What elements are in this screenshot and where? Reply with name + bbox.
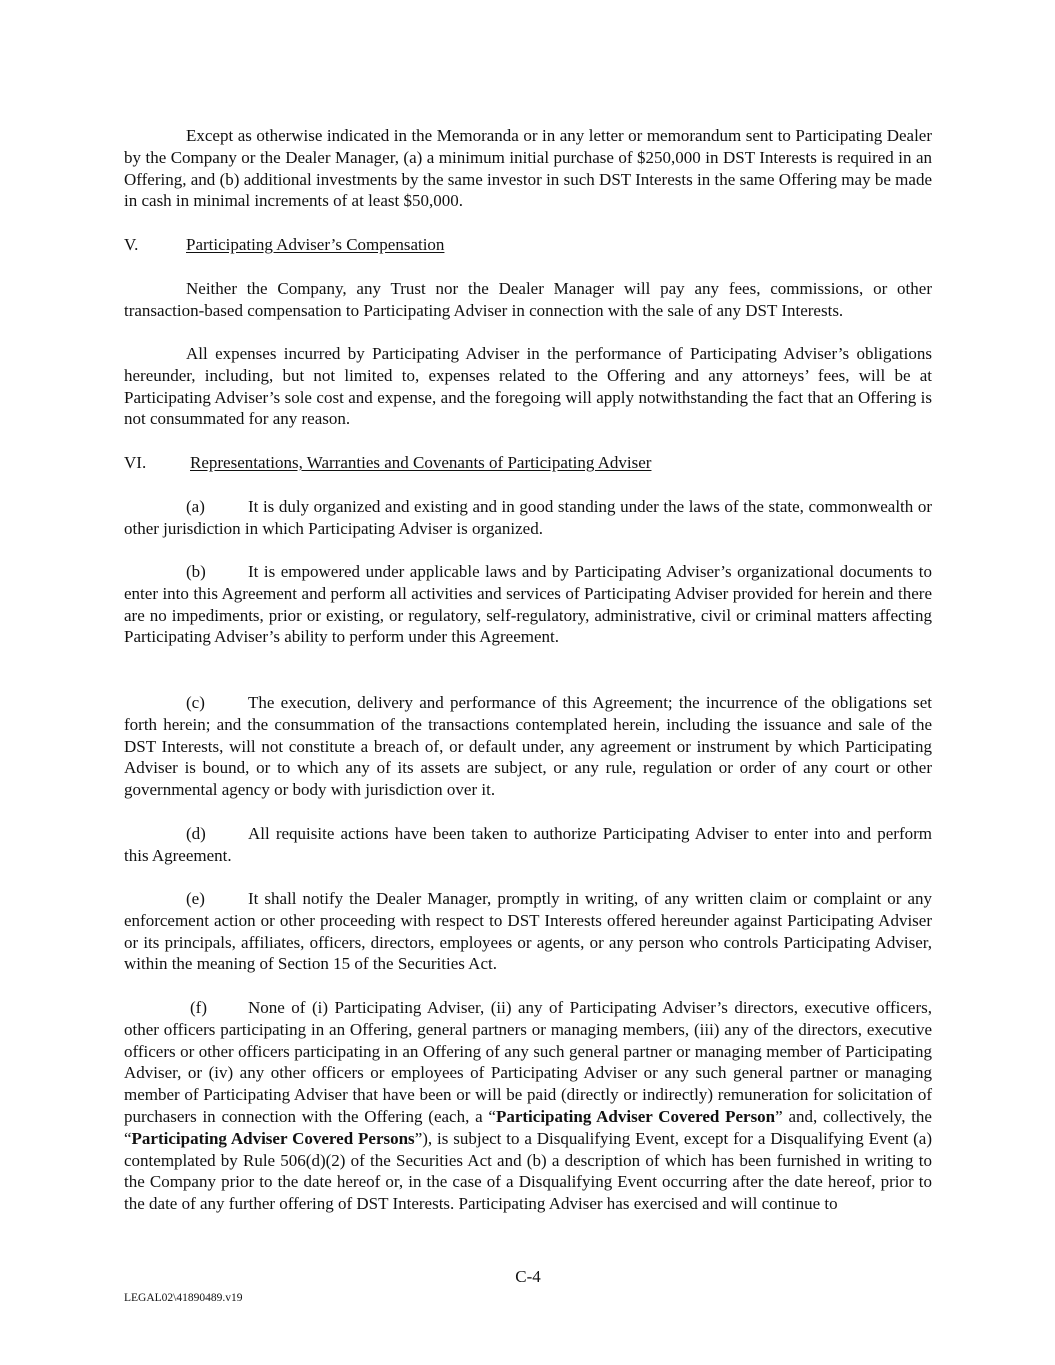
item-text: The execution, delivery and performance of this Agreement; the incurrence of the obligations set forth herein; and the consummation of the transactions contemplated herein, including the issuance and sale of the DST Interests, will not constitute a breach of, or default under, any agreement or instrument by which Participating Adviser is bound, or to which any of its assets are subject, or any rule, regulation or order of any court or other governmental agency or body with jurisdiction over it. (124, 693, 932, 800)
item-text: It is duly organized and existing and in good standing under the laws of the state, commonwealth or other jurisdiction in which Participating Adviser is organized. (124, 497, 932, 538)
item-label: (f) (190, 998, 207, 1017)
page-number: C-4 (515, 1267, 541, 1286)
item-label: (e) (186, 889, 205, 908)
item-text: All requisite actions have been taken to authorize Participating Adviser to enter into and perform this Agreement. (124, 824, 932, 865)
document-id: LEGAL02\41890489.v19 (124, 1292, 243, 1304)
item-text: ” and, collectively, the “ (124, 1106, 932, 1148)
item-c (124, 692, 932, 801)
item-label: (b) (186, 562, 206, 581)
section-title: Participating Adviser’s Compensation (186, 235, 445, 254)
item-label: (a) (186, 497, 205, 516)
item-d (124, 823, 932, 867)
item-label: (d) (186, 824, 206, 843)
section-number: VI. (124, 453, 147, 472)
item-e (124, 888, 932, 975)
section-heading-v (124, 234, 444, 256)
section-title: Representations, Warranties and Covenants of Participating Adviser (190, 453, 652, 472)
section-heading-vi (124, 452, 651, 474)
paragraph-no-fees: Neither the Company, any Trust nor the Dealer Manager will pay any fees, commissions, or other transaction-based compensation to Participating Adviser in connection with the sale of any DST Interests. (124, 279, 932, 320)
paragraph-minimum-purchase: Except as otherwise indicated in the Memoranda or in any letter or memorandum sent to Participating Dealer by the Company or the Dealer Manager, (a) a minimum initial purchase of $250,000 in DST Interests is required in an Offering, and (b) additional investments by the same investor in such DST Interests in the same Offering may be made in cash in minimal increments of at least $50,000. (124, 126, 932, 211)
defined-term: Participating Adviser Covered Person (495, 1106, 776, 1126)
item-b (124, 561, 932, 648)
item-a (124, 496, 932, 540)
defined-term: Participating Adviser Covered Persons (131, 1128, 415, 1148)
item-f (124, 997, 932, 1215)
item-text: It is empowered under applicable laws and by Participating Adviser’s organizational documents to enter into this Agreement and perform all activities and services of Participating Adviser provided for herein and there are no impediments, prior or existing, or regulatory, self-regulatory, administrative, civil or criminal matters affecting Participating Adviser’s ability to perform under this Agreement. (124, 562, 932, 647)
item-text: It shall notify the Dealer Manager, promptly in writing, of any written claim or complaint or any enforcement action or other proceeding with respect to DST Interests offered hereunder against Participating Adviser or its principals, affiliates, officers, directors, employees or agents, or any person who controls Participating Adviser, within the meaning of Section 15 of the Securities Act. (124, 889, 932, 974)
section-number: V. (124, 235, 139, 254)
item-label: (c) (186, 693, 205, 712)
item-text: ”), is subject to a Disqualifying Event, except for a Disqualifying Event (a) contemplated by Rule 506(d)(2) of the Securities Act and (b) a description of which has been furnished in writing to the Company prior to the date hereof or, in the case of a Disqualifying Event occurring after the date hereof, prior to the date of any further offering of DST Interests. Participating Adviser has exercised and will continue to (124, 1128, 933, 1214)
paragraph-expenses: All expenses incurred by Participating Adviser in the performance of Participating Adviser’s obligations hereunder, including, but not limited to, expenses related to the Offering and any attorneys’ fees, will be at Participating Adviser’s sole cost and expense, and the foregoing will apply notwithstanding the fact that an Offering is not consummated for any reason. (124, 344, 932, 429)
item-text: None of (i) Participating Adviser, (ii) any of Participating Adviser’s directors, executive officers, other officers participating in an Offering, general partners or managing members, (iii) any of the directors, executive officers or other officers participating in an Offering of any such general partner or managing member of Participating Adviser, or (iv) any other officers or employees of Participating Adviser or any such general partner or managing member of Participating Adviser that have been or will be paid (directly or indirectly) remuneration for solicitation of purchasers in connection with the Offering (each, a “ (124, 998, 932, 1126)
